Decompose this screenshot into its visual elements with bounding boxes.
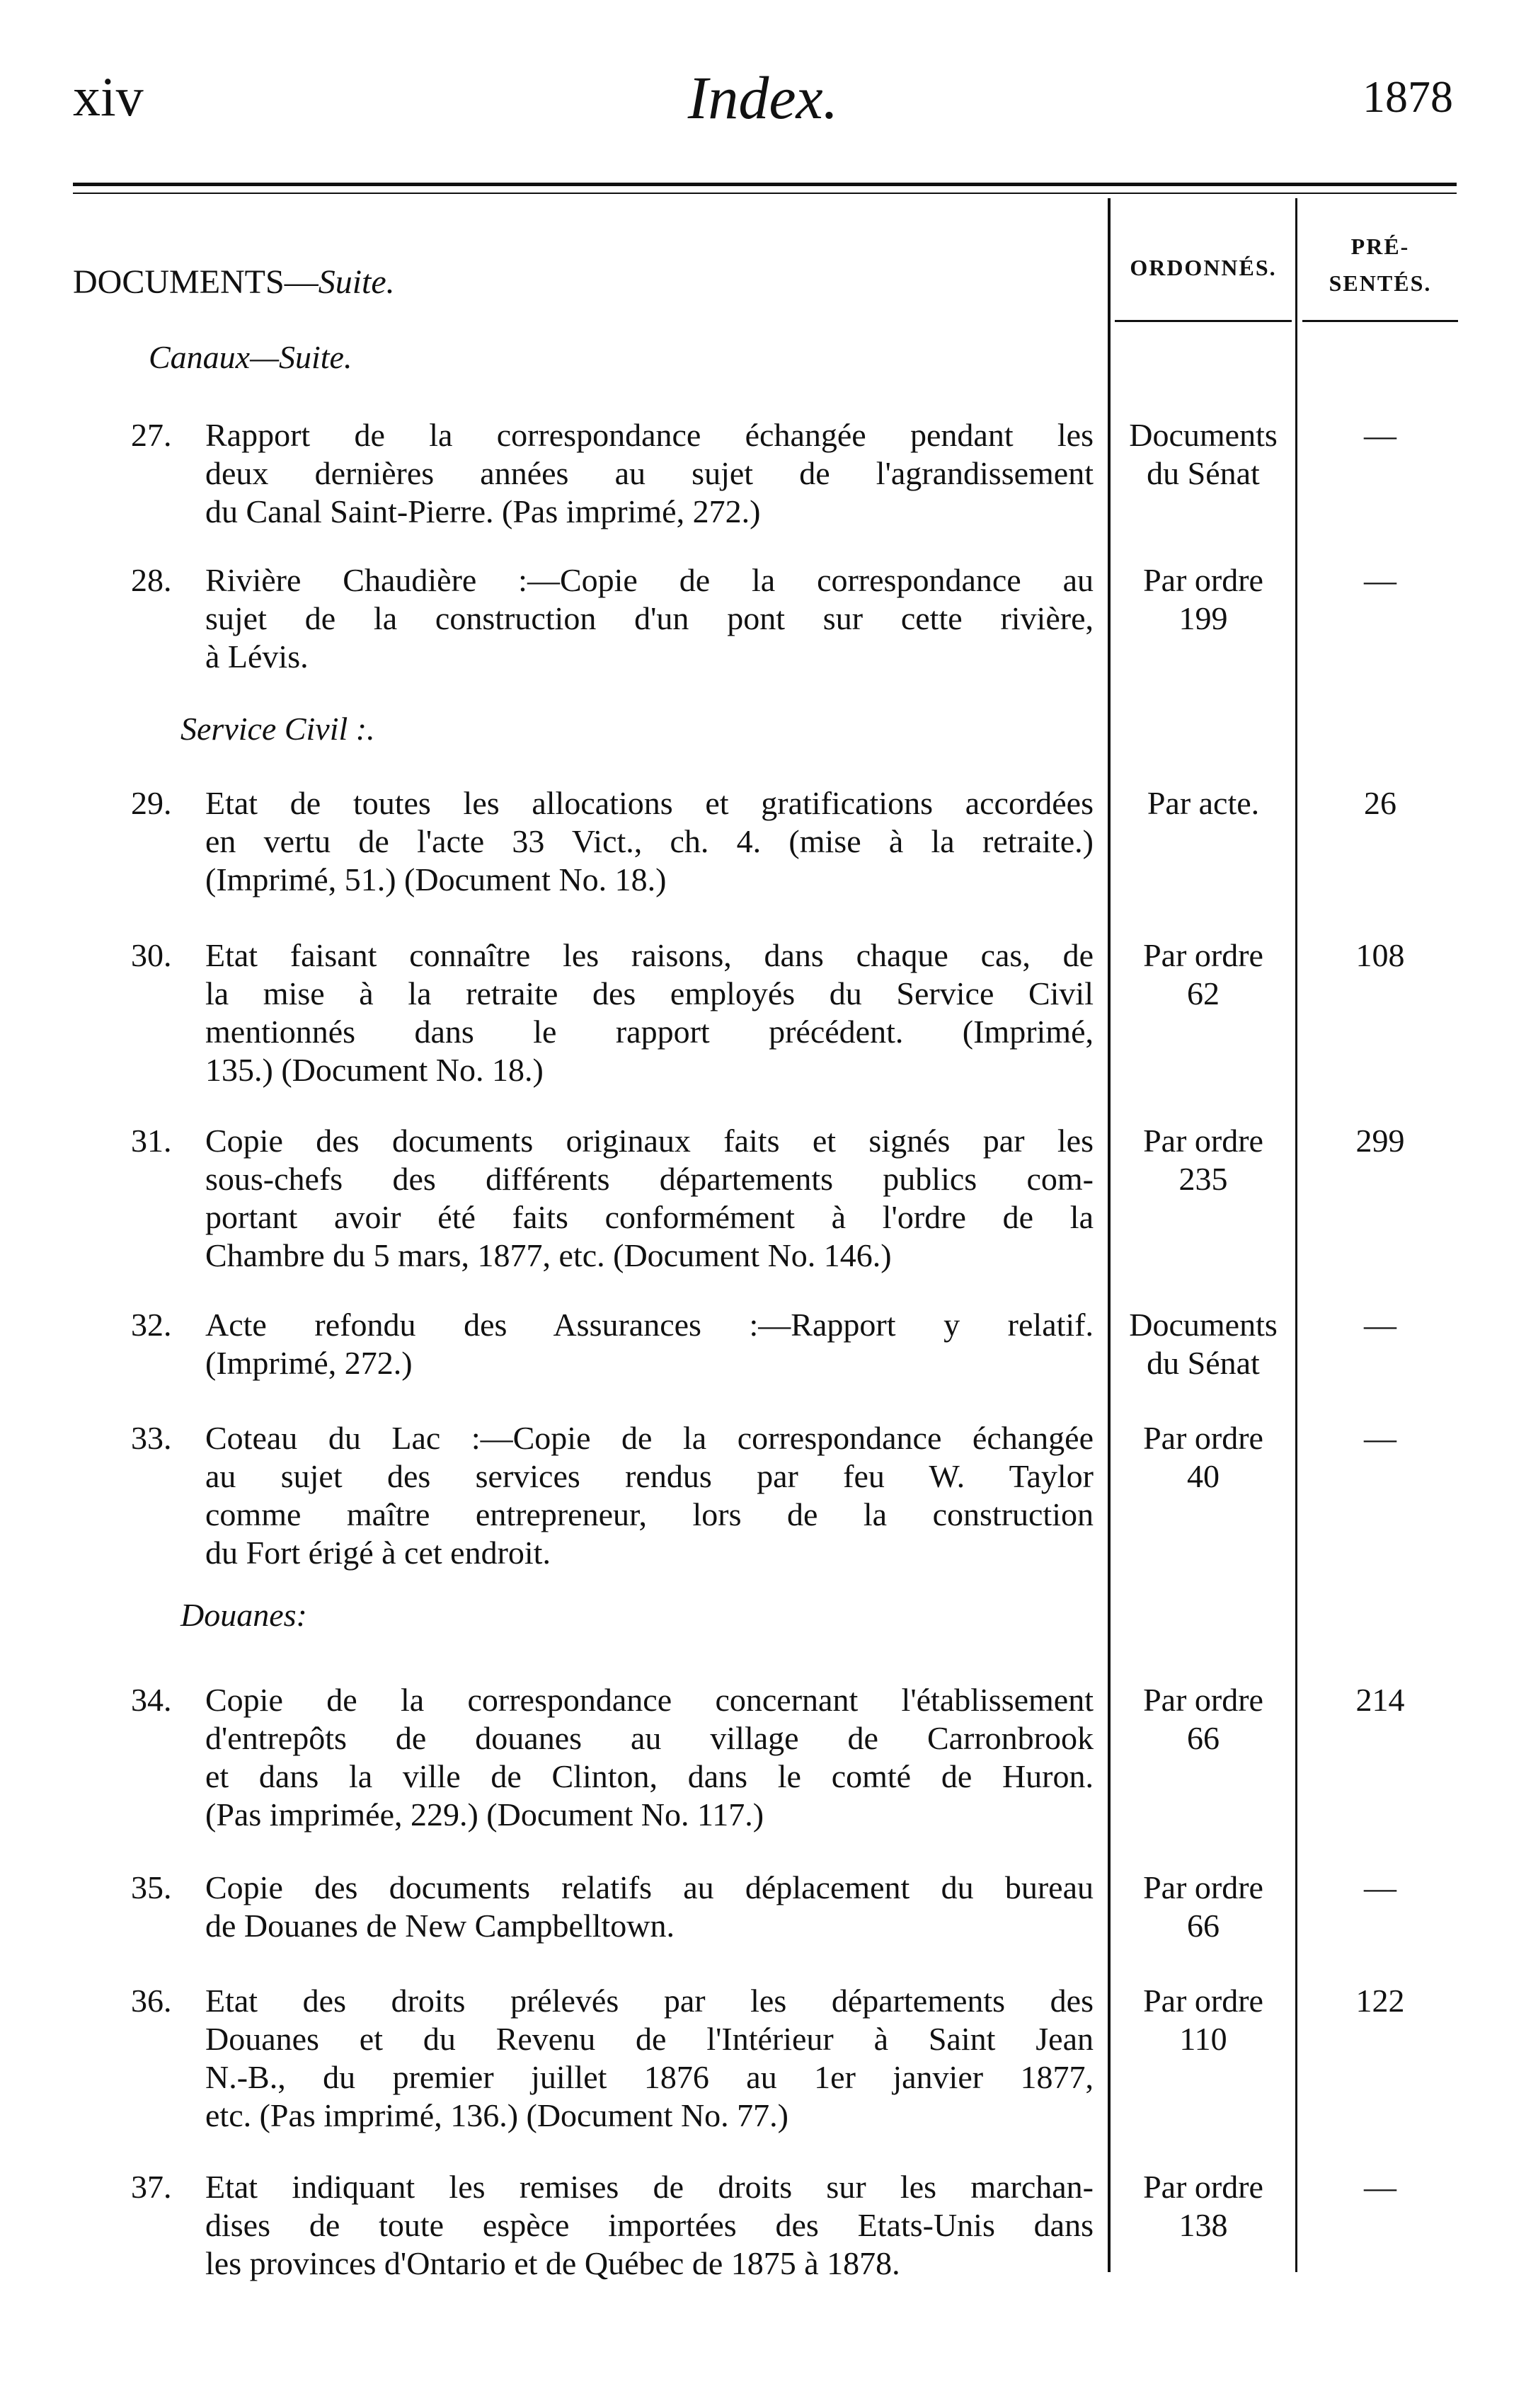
- entry-line: (Imprimé, 51.) (Document No. 18.): [205, 861, 667, 898]
- column-header-underline: [1115, 320, 1292, 322]
- ordonnes-line: du Sénat: [1147, 1345, 1260, 1381]
- entry-ordonnes: [1115, 416, 1292, 493]
- entry-line: Copie des documents relatifs au déplacement du bureau: [205, 1869, 1094, 1905]
- entry-ordonnes: [1115, 936, 1292, 1013]
- column-header-underline: [1302, 320, 1458, 322]
- entry-line: portant avoir été faits conformément à l'ordre de la: [205, 1199, 1094, 1235]
- entry-line: deux dernières années au sujet de l'agrandissement: [205, 455, 1094, 491]
- entry-line: sous-chefs des différents départements publics com-: [205, 1161, 1094, 1197]
- entry-number: 35.: [131, 1869, 172, 1905]
- entry-line: Etat de toutes les allocations et gratifications accordées: [205, 785, 1094, 821]
- column-header-presentes: [1302, 228, 1458, 302]
- entry-number: 31.: [131, 1123, 172, 1159]
- entry-number: 32.: [131, 1307, 172, 1343]
- ordonnes-line: 138: [1178, 2207, 1228, 2243]
- entry-presentes: —: [1364, 1869, 1396, 1905]
- ordonnes-line: du Sénat: [1147, 455, 1260, 491]
- entry-line: Rapport de la correspondance échangée pendant les: [205, 417, 1094, 453]
- entry-line: du Fort érigé à cet endroit.: [205, 1535, 551, 1571]
- entry-line: sujet de la construction d'un pont sur cette rivière,: [205, 600, 1094, 636]
- entry-line: (Pas imprimée, 229.) (Document No. 117.): [205, 1796, 764, 1833]
- entry-text: [134, 2168, 1094, 2283]
- entry-line: Etat indiquant les remises de droits sur les marchan-: [205, 2169, 1094, 2205]
- subhead-canaux: Canaux—Suite.: [149, 339, 352, 375]
- entry-number: 34.: [131, 1682, 172, 1718]
- ordonnes-line: 62: [1187, 975, 1220, 1011]
- entry-text: [134, 1122, 1094, 1275]
- entry-37: [131, 2168, 1094, 2283]
- section-title: [73, 263, 395, 302]
- entry-presentes: —: [1364, 1420, 1396, 1456]
- entry-presentes: —: [1364, 562, 1396, 598]
- ordonnes-line: Documents: [1129, 1307, 1278, 1343]
- entry-ordonnes: [1115, 1419, 1292, 1496]
- entry-line: Etat des droits prélevés par les départements des: [205, 1983, 1094, 2019]
- ordonnes-line: Par ordre: [1143, 1420, 1263, 1456]
- ordonnes-line: 66: [1187, 1908, 1220, 1944]
- entry-presentes: 214: [1355, 1682, 1405, 1718]
- entry-line: au sujet des services rendus par feu W. Taylor: [205, 1458, 1094, 1494]
- entry-line: à Lévis.: [205, 638, 309, 675]
- ordonnes-line: Par ordre: [1143, 2169, 1263, 2205]
- entry-number: 29.: [131, 785, 172, 821]
- page-title: Index.: [687, 64, 839, 132]
- entry-line: les provinces d'Ontario et de Québec de 1875 à 1878.: [205, 2245, 900, 2281]
- entry-presentes: —: [1364, 417, 1396, 453]
- ordonnes-line: Par ordre: [1143, 1869, 1263, 1905]
- entry-line: dises de toute espèce importées des Etats-Unis dans: [205, 2207, 1094, 2243]
- entry-33: [131, 1419, 1094, 1572]
- entry-text: [134, 416, 1094, 531]
- entry-line: N.-B., du premier juillet 1876 au 1er janvier 1877,: [205, 2059, 1094, 2095]
- entry-number: 37.: [131, 2169, 172, 2205]
- entry-line: Copie de la correspondance concernant l'établissement: [205, 1682, 1094, 1718]
- entry-line: et dans la ville de Clinton, dans le comté de Huron.: [205, 1758, 1094, 1794]
- entry-presentes: —: [1364, 1307, 1396, 1343]
- entry-ordonnes: [1115, 1306, 1292, 1382]
- ordonnes-line: 110: [1179, 2021, 1227, 2057]
- entry-36: [131, 1982, 1094, 2135]
- entry-line: du Canal Saint-Pierre. (Pas imprimé, 272.): [205, 493, 761, 529]
- subhead-douanes: Douanes:: [180, 1597, 307, 1633]
- entry-line: Etat faisant connaître les raisons, dans chaque cas, de: [205, 937, 1094, 973]
- entry-number: 33.: [131, 1420, 172, 1456]
- entry-text: [134, 1982, 1094, 2135]
- section-title-text: DOCUMENTS—: [73, 263, 319, 301]
- entry-line: mentionnés dans le rapport précédent. (Imprimé,: [205, 1014, 1094, 1050]
- entry-30: [131, 936, 1094, 1089]
- ordonnes-line: 235: [1178, 1161, 1228, 1197]
- entry-line: Rivière Chaudière :—Copie de la correspondance au: [205, 562, 1094, 598]
- ordonnes-line: Par ordre: [1143, 1983, 1263, 2019]
- page-number: xiv: [73, 66, 144, 127]
- entry-29: [131, 784, 1094, 899]
- ordonnes-line: Documents: [1129, 417, 1278, 453]
- entry-line: Douanes et du Revenu de l'Intérieur à Saint Jean: [205, 2021, 1094, 2057]
- entry-31: [131, 1122, 1094, 1275]
- entry-line: comme maître entrepreneur, lors de la construction: [205, 1496, 1094, 1532]
- ordonnes-line: 199: [1178, 600, 1228, 636]
- ordonnes-line: Par ordre: [1143, 562, 1263, 598]
- entry-number: 36.: [131, 1983, 172, 2019]
- ordonnes-line: Par ordre: [1143, 937, 1263, 973]
- entry-text: [134, 1869, 1094, 1945]
- entry-ordonnes: [1115, 1681, 1292, 1758]
- ordonnes-line: 66: [1187, 1720, 1220, 1756]
- entry-ordonnes: [1115, 1982, 1292, 2058]
- entry-text: [134, 561, 1094, 676]
- entry-line: en vertu de l'acte 33 Vict., ch. 4. (mise à la retraite.): [205, 823, 1094, 859]
- entry-presentes: 108: [1355, 937, 1405, 973]
- entry-line: 135.) (Document No. 18.): [205, 1052, 544, 1088]
- entry-text: [134, 1306, 1094, 1382]
- entry-line: Acte refondu des Assurances :—Rapport y relatif.: [205, 1307, 1094, 1343]
- entry-line: Chambre du 5 mars, 1877, etc. (Document No. 146.): [205, 1237, 892, 1273]
- entry-line: Coteau du Lac :—Copie de la correspondance échangée: [205, 1420, 1094, 1456]
- entry-35: [131, 1869, 1094, 1945]
- entry-line: d'entrepôts de douanes au village de Carronbrook: [205, 1720, 1094, 1756]
- header-rule-thin: [73, 193, 1457, 194]
- entry-line: la mise à la retraite des employés du Service Civil: [205, 975, 1094, 1011]
- entry-number: 28.: [131, 562, 172, 598]
- entry-ordonnes: [1115, 784, 1292, 822]
- subhead-service-civil: Service Civil :.: [180, 711, 375, 747]
- entry-ordonnes: [1115, 561, 1292, 638]
- page-year: 1878: [1362, 71, 1453, 122]
- entry-ordonnes: [1115, 1122, 1292, 1198]
- column-rule-left: [1108, 198, 1111, 2272]
- entry-text: [134, 1681, 1094, 1834]
- ordonnes-line: Par acte.: [1147, 785, 1260, 821]
- entry-32: [131, 1306, 1094, 1382]
- entry-34: [131, 1681, 1094, 1834]
- entry-ordonnes: [1115, 2168, 1292, 2244]
- entry-ordonnes: [1115, 1869, 1292, 1945]
- entry-presentes: 26: [1364, 785, 1396, 821]
- column-header-presentes-line2: SENTÉS.: [1329, 270, 1432, 296]
- column-header-presentes-line1: PRÉ-: [1350, 234, 1410, 259]
- entry-line: etc. (Pas imprimé, 136.) (Document No. 77.): [205, 2097, 788, 2133]
- ordonnes-line: Par ordre: [1143, 1123, 1263, 1159]
- entry-presentes: 122: [1355, 1983, 1405, 2019]
- entry-number: 27.: [131, 417, 172, 453]
- entry-text: [134, 784, 1094, 899]
- entry-text: [134, 1419, 1094, 1572]
- entry-28: [131, 561, 1094, 676]
- column-rule-right: [1295, 198, 1297, 2272]
- entry-number: 30.: [131, 937, 172, 973]
- entry-presentes: 299: [1355, 1123, 1405, 1159]
- entry-presentes: —: [1364, 2169, 1396, 2205]
- ordonnes-line: Par ordre: [1143, 1682, 1263, 1718]
- column-header-ordonnes: ORDONNÉS.: [1130, 255, 1277, 280]
- header-rule: [73, 183, 1457, 186]
- entry-text: [134, 936, 1094, 1089]
- entry-line: Copie des documents originaux faits et signés par les: [205, 1123, 1094, 1159]
- section-suite: Suite.: [318, 263, 395, 301]
- ordonnes-line: 40: [1187, 1458, 1220, 1494]
- entry-27: [131, 416, 1094, 531]
- entry-line: de Douanes de New Campbelltown.: [205, 1908, 675, 1944]
- entry-line: (Imprimé, 272.): [205, 1345, 413, 1381]
